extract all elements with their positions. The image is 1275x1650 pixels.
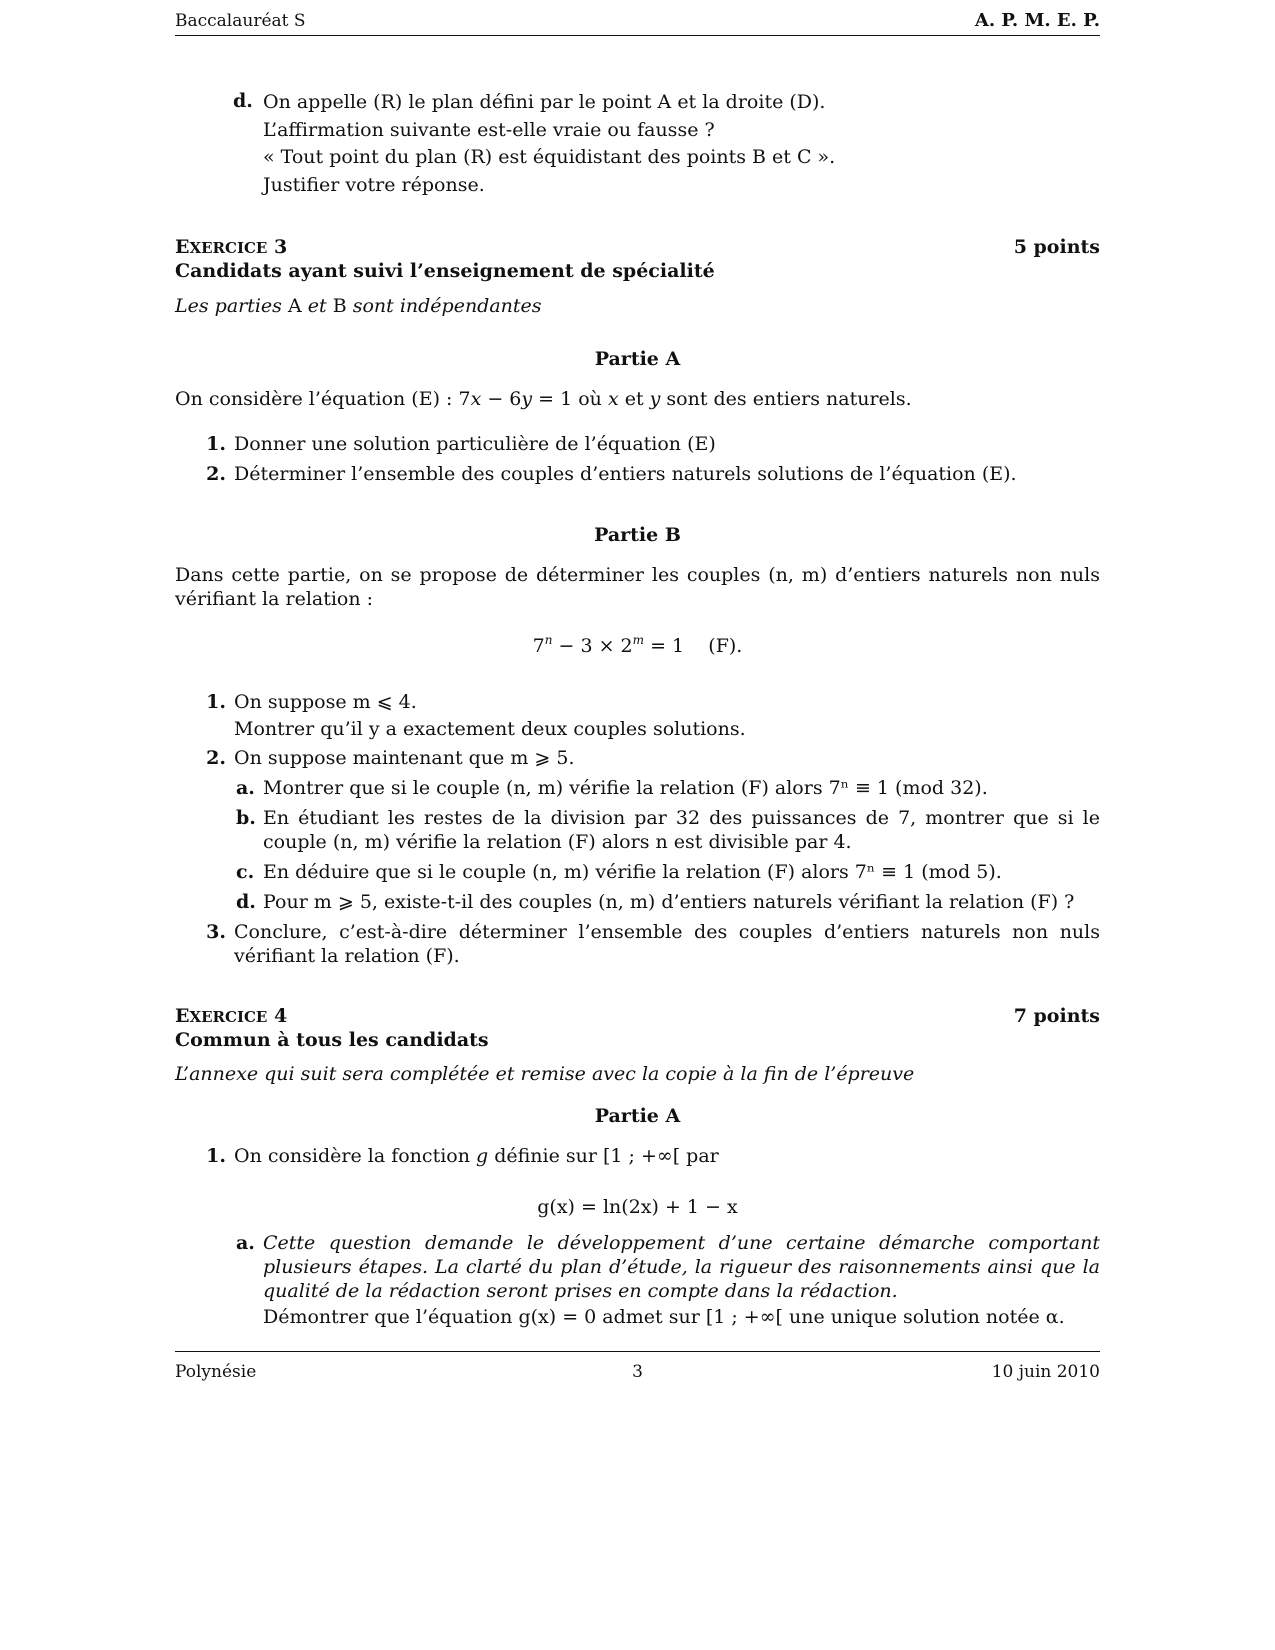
exercise-4-subtitle: Commun à tous les candidats [175,1029,489,1051]
text-line: L’affirmation suivante est-elle vraie ou fausse ? [263,118,715,141]
ex4-qa-instructions: Cette question demande le développement d’une certaine démarche comportant plusieurs étapes. La clarté du plan d’étude, la rigueur des raisonnements ainsi que la qualité de la rédaction seront prises en compte dans la rédaction. [263,1232,1100,1302]
note-part: sont indépendantes [352,295,542,317]
text: On considère l’équation (E) : 7 [175,388,471,410]
question-number: 1. [206,433,226,455]
exercise-number: 3 [273,236,288,258]
question-number: 1. [206,1145,226,1167]
title-first-letter: E [175,1005,190,1027]
subquestion-label: a. [236,1232,255,1254]
partie-b-q3: Conclure, c’est-à-dire déterminer l’ensemble des couples d’entiers naturels non nuls vérifiant la relation (F). [234,921,1100,967]
text: − 6 [481,388,522,410]
exercise-3-subtitle: Candidats ayant suivi l’enseignement de spécialité [175,260,715,282]
eq-part: − 3 × 2 [552,635,633,657]
exercise-3-title [175,235,287,260]
question-label: d. [233,90,253,112]
partie-b-q2: On suppose maintenant que m ⩾ 5. [234,747,575,769]
partie-a-q1: Donner une solution particulière de l’équation (E) [234,433,716,455]
eq-exponent: n [544,633,553,647]
note-part: A [287,295,302,317]
partie-b-q2c: En déduire que si le couple (n, m) vérifie la relation (F) alors 7ⁿ ≡ 1 (mod 5). [263,861,1002,883]
exercise-4-title [175,1004,287,1029]
footer-left: Polynésie [175,1362,257,1382]
note-part: B [332,295,347,317]
partie-b-q1-line2: Montrer qu’il y a exactement deux couples solutions. [234,718,746,740]
partie-b-equation [175,634,1100,659]
question-number: 1. [206,691,226,713]
eq-part: 7 [532,635,545,657]
partie-b-q2b: En étudiant les restes de la division par 32 des puissances de 7, montrer que si le couple (n, m) vérifie la relation (F) alors n est divisible par 4. [263,807,1100,853]
math-var: y [521,388,533,410]
partie-b-q2a: Montrer que si le couple (n, m) vérifie la relation (F) alors 7ⁿ ≡ 1 (mod 32). [263,777,988,799]
text: On considère la fonction [234,1145,476,1167]
ex4-q1 [234,1144,719,1169]
text: et [618,388,650,410]
text-line: On appelle (R) le plan défini par le point A et la droite (D). [263,91,826,113]
question-number: 2. [206,747,226,769]
exercise-3-note [175,294,542,319]
partie-b-title: Partie B [594,524,681,546]
math-var: x [470,388,482,410]
math-var: g [476,1145,489,1167]
partie-a-title: Partie A [594,348,681,370]
page-number: 3 [632,1362,643,1382]
text: = 1 où [532,388,608,410]
note-part: et [307,295,327,317]
exercise-3-points: 5 points [1013,236,1100,258]
text: sont des entiers naturels. [660,388,912,410]
subquestion-label: c. [236,861,255,883]
header-left: Baccalauréat S [175,11,306,31]
partie-b-q1-line1: On suppose m ⩽ 4. [234,691,417,713]
subquestion-label: b. [236,807,256,829]
text-line: Justifier votre réponse. [263,173,485,196]
eq-part: = 1 [644,635,685,657]
subquestion-label: d. [236,891,256,913]
partie-a-q2: Déterminer l’ensemble des couples d’entiers naturels solutions de l’équation (E). [234,463,1017,485]
partie-b-q2d: Pour m ⩾ 5, existe-t-il des couples (n, m) d’entiers naturels vérifiant la relation (F) ? [263,891,1075,913]
subquestion-label: a. [236,777,255,799]
ex4-partie-a-title: Partie A [594,1105,681,1127]
header-right: A. P. M. E. P. [974,10,1100,31]
question-number: 3. [206,921,226,943]
title-first-letter: E [175,236,190,258]
partie-a-intro [175,387,912,412]
note-part: Les parties [175,295,282,317]
math-var: x [607,388,619,410]
header-rule [175,35,1100,36]
text-line: « Tout point du plan (R) est équidistant des points B et C ». [263,146,836,168]
footer-rule [175,1351,1100,1352]
title-rest: XERCICE [189,1008,268,1026]
eq-exponent: m [632,633,645,647]
exercise-number: 4 [273,1005,288,1027]
math-var: y [649,388,661,410]
text: définie sur [1 ; +∞[ par [488,1145,719,1167]
eq-tag: (F). [708,635,743,657]
title-rest: XERCICE [189,239,268,257]
exercise-4-note: L’annexe qui suit sera complétée et remise avec la copie à la fin de l’épreuve [175,1063,915,1085]
ex4-qa-question: Démontrer que l’équation g(x) = 0 admet sur [1 ; +∞[ une unique solution notée α. [263,1306,1065,1328]
top-question-text [263,89,835,199]
partie-b-intro: Dans cette partie, on se propose de déterminer les couples (n, m) d’entiers naturels non nuls vérifiant la relation : [175,564,1100,610]
exercise-4-points: 7 points [1013,1005,1100,1027]
footer-right: 10 juin 2010 [991,1362,1100,1382]
ex4-equation: g(x) = ln(2x) + 1 − x [537,1196,738,1218]
question-number: 2. [206,463,226,485]
